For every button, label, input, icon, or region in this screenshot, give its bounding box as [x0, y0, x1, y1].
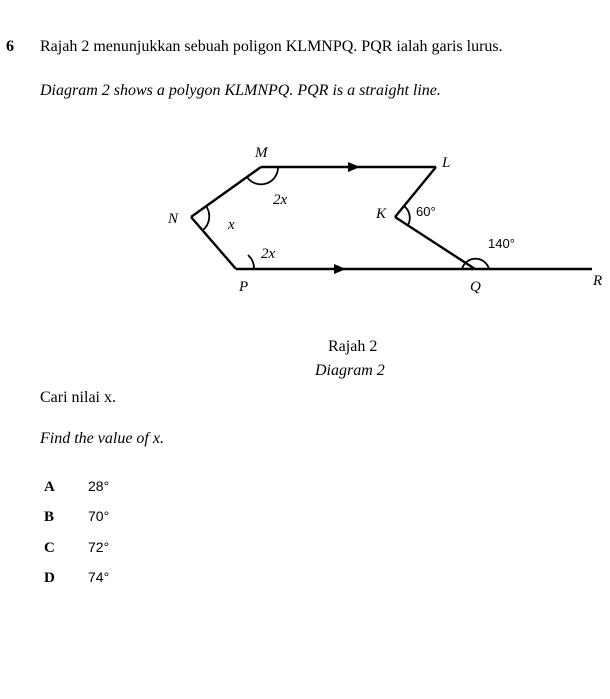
- question-statement-malay: Rajah 2 menunjukkan sebuah poligon KLMNPQ. PQR ialah garis lurus.: [40, 38, 503, 55]
- arrow-PQ: [334, 264, 346, 274]
- option-c[interactable]: [40, 539, 109, 557]
- vertex-label-M: M: [255, 145, 268, 161]
- option-value: 28°: [88, 478, 110, 494]
- option-letter: A: [44, 479, 55, 495]
- option-a[interactable]: [40, 478, 109, 496]
- vertex-label-N: N: [168, 211, 179, 227]
- angle-label-Q: 140°: [488, 236, 515, 251]
- question-number: 6: [6, 38, 14, 55]
- angle-label-P: 2x: [261, 246, 276, 262]
- vertex-label-Q: Q: [470, 279, 481, 295]
- option-d[interactable]: [40, 569, 109, 587]
- prompt-malay: Cari nilai x.: [40, 389, 116, 406]
- angle-label-M: 2x: [273, 192, 288, 208]
- option-value: 70°: [88, 508, 110, 524]
- diagram-caption-malay: Rajah 2: [328, 338, 378, 355]
- vertex-label-R: R: [593, 273, 603, 289]
- edge-KQ: [395, 217, 475, 269]
- diagram-caption-english: Diagram 2: [315, 362, 385, 379]
- angle-label-K: 60°: [416, 204, 436, 219]
- option-value: 74°: [88, 569, 110, 585]
- option-value: 72°: [88, 539, 110, 555]
- angle-arc-P: [248, 255, 254, 269]
- vertex-label-K: K: [376, 206, 387, 222]
- vertex-label-P: P: [239, 279, 249, 295]
- option-letter: D: [44, 570, 55, 586]
- prompt-english: Find the value of x.: [40, 430, 164, 447]
- option-letter: B: [44, 509, 55, 525]
- option-b[interactable]: [40, 508, 109, 526]
- question-statement-english: Diagram 2 shows a polygon KLMNPQ. PQR is a straight line.: [40, 82, 441, 99]
- edge-MN: [191, 167, 261, 217]
- option-letter: C: [44, 540, 55, 556]
- arrow-ML: [348, 162, 360, 172]
- angle-label-N: x: [228, 217, 235, 233]
- polygon-diagram: [0, 140, 610, 300]
- angle-arc-N: [203, 206, 209, 230]
- vertex-label-L: L: [442, 155, 451, 171]
- angle-arc-M: [247, 167, 278, 184]
